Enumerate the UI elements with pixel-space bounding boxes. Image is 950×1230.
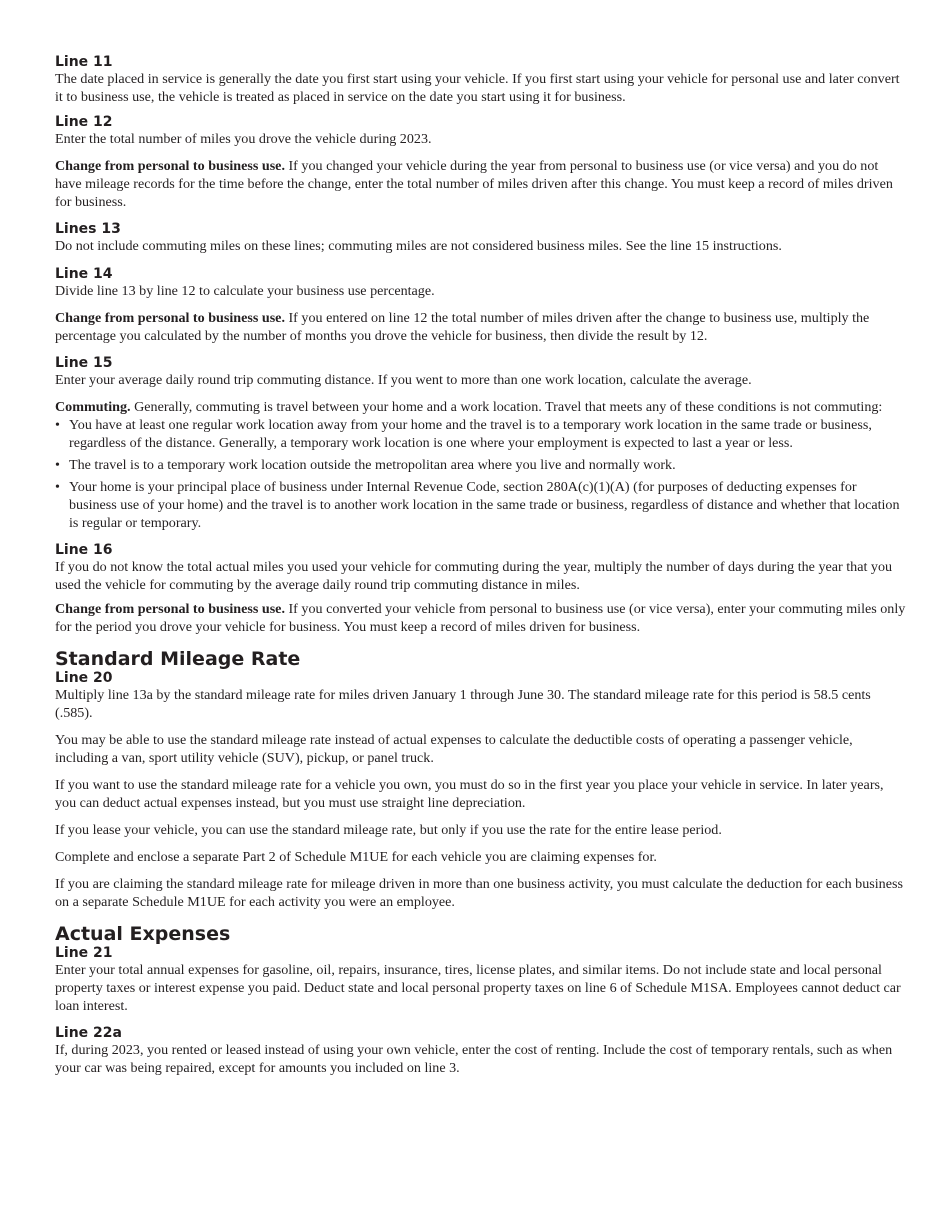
line-14-heading: Line 14 (55, 266, 113, 282)
line-12-heading: Line 12 (55, 114, 113, 130)
actual-expenses-heading: Actual Expenses (55, 923, 231, 945)
instructions-page (55, 54, 907, 1077)
line-21-text: Enter your total annual expenses for gasoline, oil, repairs, insurance, tires, license plates, and similar items. Do not include state and local personal property taxes or interest expense you paid. Deduct state and local personal property taxes on line 6 of Schedule M1SA. Employees cannot deduct car loan interest. (55, 962, 901, 1014)
line-14-change-label: Change from personal to business use. (55, 310, 285, 326)
bullet-icon: • (55, 457, 60, 473)
line-14-change-paragraph (55, 309, 907, 345)
standard-mileage-paragraph-1: Multiply line 13a by the standard mileage rate for miles driven January 1 through June 30. The standard mileage rate for this period is 58.5 cents (.585). (55, 687, 871, 721)
line-22a-heading: Line 22a (55, 1025, 122, 1041)
line-11-text: The date placed in service is generally the date you first start using your vehicle. If you first start using your vehicle for personal use and later convert it to business use, the vehicle is treated as placed in service on the date you start using it for business. (55, 71, 900, 105)
commuting-label: Commuting. (55, 399, 131, 415)
line-16-change-paragraph (55, 600, 907, 636)
line-12-change-label: Change from personal to business use. (55, 158, 285, 174)
line-14-text: Divide line 13 by line 12 to calculate your business use percentage. (55, 283, 435, 299)
list-item-text: The travel is to a temporary work location outside the metropolitan area where you live and normally work. (69, 457, 676, 473)
standard-mileage-paragraph-2: You may be able to use the standard mileage rate instead of actual expenses to calculate the deductible costs of operating a passenger vehicle, including a van, sport utility vehicle (SUV), pickup, or panel truck. (55, 732, 853, 766)
lines-13-heading: Lines 13 (55, 221, 121, 237)
line-11-heading: Line 11 (55, 54, 113, 70)
standard-mileage-paragraph-5: Complete and enclose a separate Part 2 of Schedule M1UE for each vehicle you are claiming expenses for. (55, 849, 657, 865)
line-16-change-text: If you converted your vehicle from personal to business use (or vice versa), enter your commuting miles only for the period you drove your vehicle for business. You must keep a record of miles driven for business. (55, 601, 906, 635)
line-15-text: Enter your average daily round trip commuting distance. If you went to more than one work location, calculate the average. (55, 372, 752, 388)
list-item-text: You have at least one regular work location away from your home and the travel is to a temporary work location in the same trade or business, regardless of the distance. Generally, a temporary work location is one where your employment is expected to last a year or less. (69, 417, 872, 451)
bullet-icon: • (55, 479, 60, 495)
line-20-heading: Line 20 (55, 670, 113, 686)
line-22a-text: If, during 2023, you rented or leased instead of using your own vehicle, enter the cost of renting. Include the cost of temporary rentals, such as when your car was being repaired, except for amounts you included on line 3. (55, 1042, 893, 1076)
list-item (55, 478, 907, 532)
list-item (55, 416, 907, 452)
line-16-text: If you do not know the total actual miles you used your vehicle for commuting during the year, multiply the number of days during the year that you used the vehicle for commuting by the average daily round trip commuting distance in miles. (55, 559, 893, 593)
commuting-conditions-list (55, 416, 907, 532)
line-14-change-text: If you entered on line 12 the total number of miles driven after the change to business use, multiply the percentage you calculated by the number of months you drove the vehicle for business, then divide the result by 12. (55, 310, 870, 344)
line-12-change-text: If you changed your vehicle during the year from personal to business use (or vice versa) and you do not have mileage records for the time before the change, enter the total number of miles driven after this change. You must keep a record of miles driven for business. (55, 158, 893, 210)
commuting-text: Generally, commuting is travel between your home and a work location. Travel that meets any of these conditions is not commuting: (130, 399, 883, 415)
line-16-change-label: Change from personal to business use. (55, 601, 285, 617)
line-16-heading: Line 16 (55, 542, 113, 558)
line-12-text: Enter the total number of miles you drove the vehicle during 2023. (55, 131, 432, 147)
standard-mileage-paragraph-6: If you are claiming the standard mileage rate for mileage driven in more than one business activity, you must calculate the deduction for each business on a separate Schedule M1UE for each activity you were an employee. (55, 876, 903, 910)
line-21-heading: Line 21 (55, 945, 113, 961)
line-15-heading: Line 15 (55, 355, 113, 371)
standard-mileage-paragraph-4: If you lease your vehicle, you can use the standard mileage rate, but only if you use the rate for the entire lease period. (55, 822, 722, 838)
list-item-text: Your home is your principal place of business under Internal Revenue Code, section 280A(c)(1)(A) (for purposes of deducting expenses for business use of your home) and the travel is to another work location in the same trade or business, regardless of distance and whether that location is regular or temporary. (69, 479, 900, 531)
commuting-paragraph (55, 398, 907, 416)
standard-mileage-heading: Standard Mileage Rate (55, 648, 301, 670)
bullet-icon: • (55, 417, 60, 433)
lines-13-text: Do not include commuting miles on these lines; commuting miles are not considered business miles. See the line 15 instructions. (55, 238, 782, 254)
standard-mileage-paragraph-3: If you want to use the standard mileage rate for a vehicle you own, you must do so in the first year you place your vehicle in service. In later years, you can deduct actual expenses instead, but you must use straight line depreciation. (55, 777, 884, 811)
line-12-change-paragraph (55, 157, 907, 211)
list-item (55, 456, 907, 474)
